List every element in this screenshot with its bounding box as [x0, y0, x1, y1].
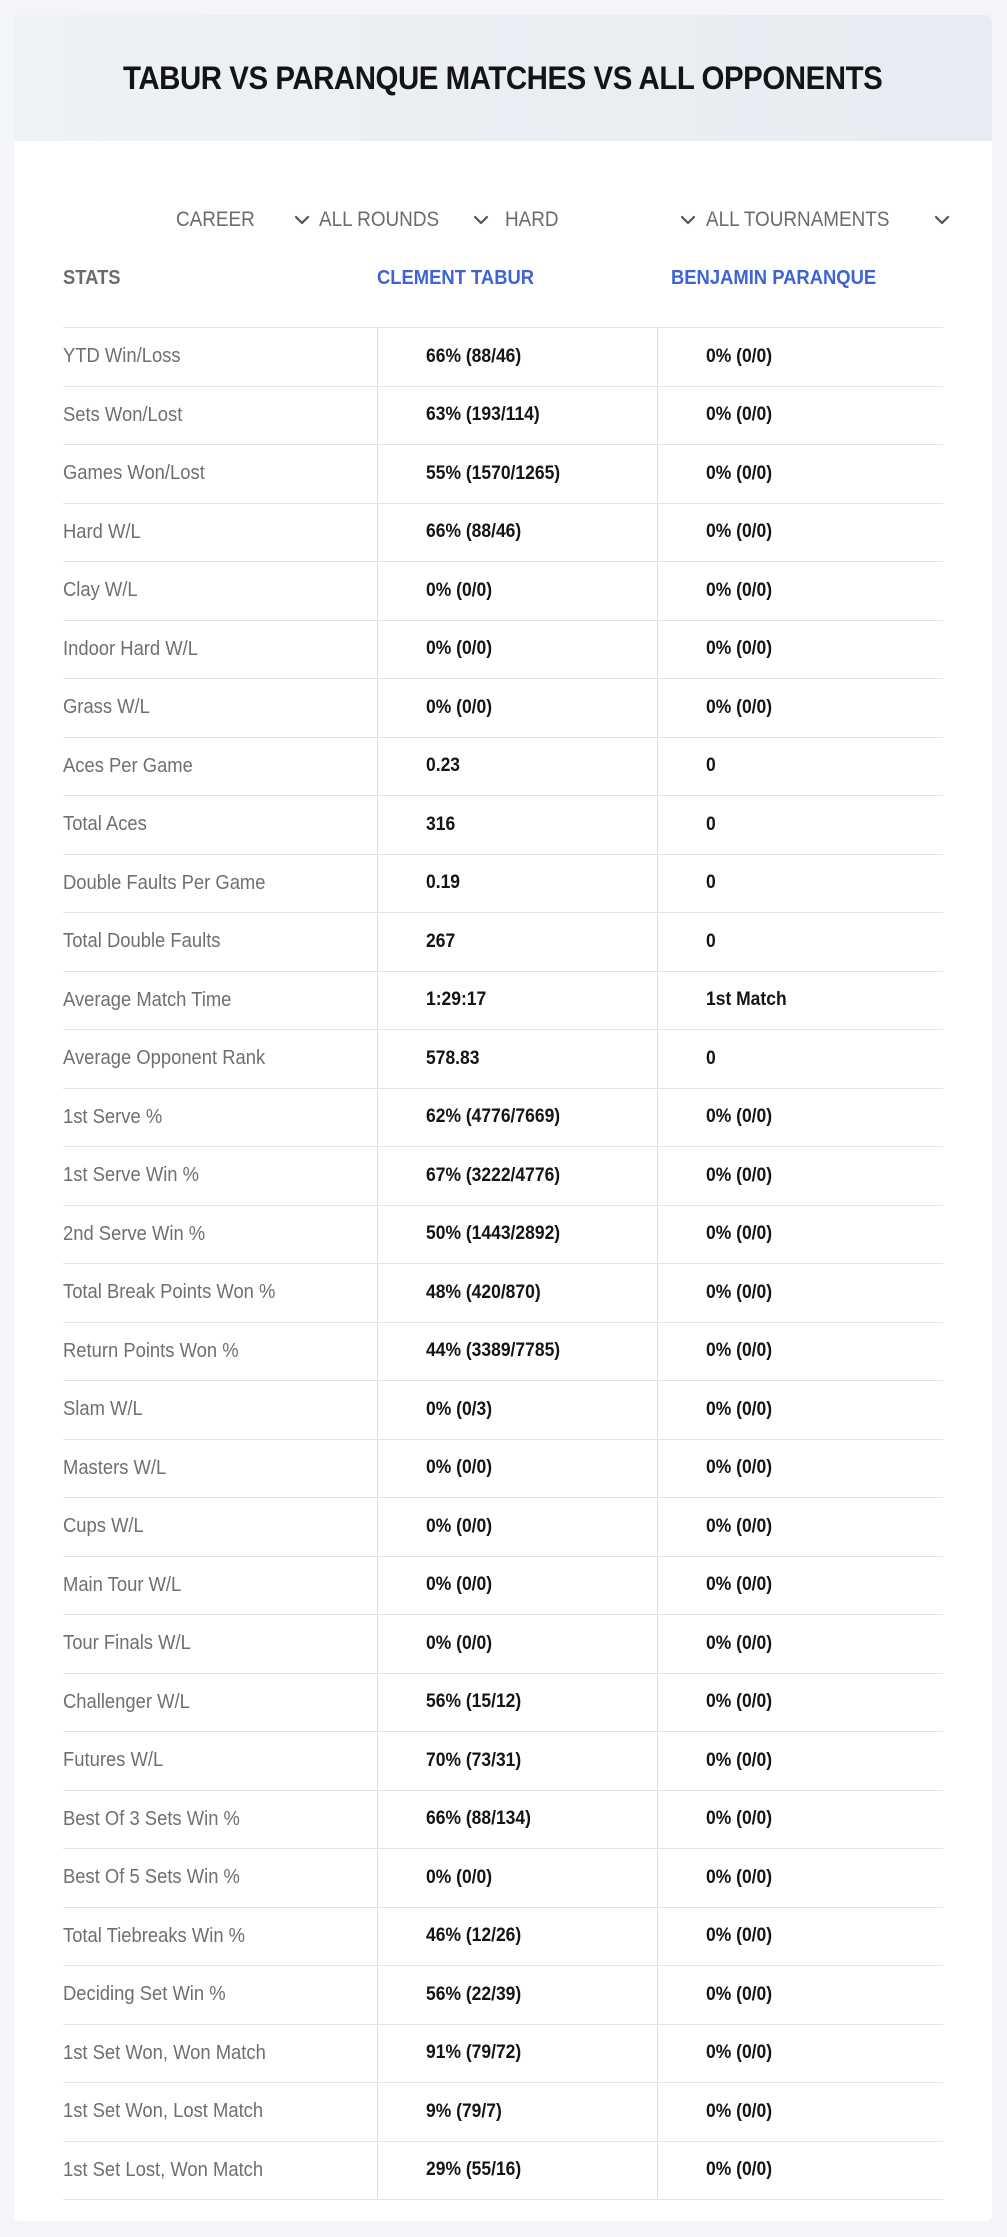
player2-value: 0% (0/0): [706, 1164, 773, 1186]
stat-label: Hard W/L: [63, 520, 141, 543]
table-row: [63, 445, 943, 504]
stat-label: Average Match Time: [63, 988, 232, 1011]
stat-label: Total Aces: [63, 813, 147, 836]
table-row: [63, 1264, 943, 1323]
table-row: [63, 1030, 943, 1089]
chevron-down-icon: [678, 210, 698, 230]
player1-value: 316: [426, 813, 456, 835]
player1-value: 66% (88/46): [426, 521, 522, 543]
table-row: [63, 1674, 943, 1733]
stat-label: 1st Set Won, Won Match: [63, 2041, 266, 2064]
stat-label-cell: [63, 738, 377, 796]
player1-value: 62% (4776/7669): [426, 1106, 561, 1128]
player2-value: 0% (0/0): [706, 1574, 773, 1596]
stat-label: Games Won/Lost: [63, 462, 205, 485]
stat-label-cell: [63, 913, 377, 971]
stat-label: 1st Set Won, Lost Match: [63, 2100, 264, 2123]
page-title: TABUR VS PARANQUE MATCHES VS ALL OPPONENTS: [123, 59, 883, 96]
stat-label: Futures W/L: [63, 1749, 164, 1772]
table-row: [63, 1966, 943, 2025]
tournaments-select[interactable]: [706, 190, 952, 250]
player1-value: 0% (0/0): [426, 579, 493, 601]
table-row: [63, 1498, 943, 1557]
player1-value: 0.23: [426, 755, 461, 777]
player1-value: 44% (3389/7785): [426, 1340, 561, 1362]
player2-value: 0% (0/0): [706, 1106, 773, 1128]
chevron-down-icon: [932, 210, 952, 230]
table-body: [63, 328, 943, 2200]
stats-table: [63, 253, 943, 2200]
stat-label-cell: [63, 679, 377, 737]
player2-value: 0% (0/0): [706, 521, 773, 543]
stat-label-cell: [63, 2083, 377, 2141]
player2-value-cell: [657, 562, 992, 620]
player1-value: 46% (12/26): [426, 1925, 522, 1947]
stat-label: Cups W/L: [63, 1515, 144, 1538]
stat-label: 1st Serve %: [63, 1105, 163, 1128]
table-row: [63, 1089, 943, 1148]
stat-label: Challenger W/L: [63, 1690, 190, 1713]
player2-value: 0% (0/0): [706, 1925, 773, 1947]
table-row: [63, 1147, 943, 1206]
player2-value: 0: [706, 930, 716, 952]
table-row: [63, 1440, 943, 1499]
table-row: [63, 1381, 943, 1440]
stat-label: Aces Per Game: [63, 754, 193, 777]
table-row: [63, 796, 943, 855]
player2-value-cell: [657, 855, 992, 913]
player1-value: 0% (0/0): [426, 696, 493, 718]
player2-value-cell: [657, 445, 992, 503]
player2-value: 0% (0/0): [706, 462, 773, 484]
stat-label-cell: [63, 1908, 377, 1966]
table-row: [63, 1791, 943, 1850]
stat-label-cell: [63, 1381, 377, 1439]
table-row: [63, 679, 943, 738]
player1-value: 66% (88/46): [426, 345, 522, 367]
player2-value-cell: [657, 621, 992, 679]
player1-value: 48% (420/870): [426, 1281, 541, 1303]
stats-card: [14, 15, 992, 2221]
stat-label-cell: [63, 1147, 377, 1205]
player2-value-cell: [657, 1323, 992, 1381]
stat-label: Best Of 3 Sets Win %: [63, 1807, 240, 1830]
table-row: [63, 972, 943, 1031]
player2-value-cell: [657, 913, 992, 971]
player2-value-cell: [657, 387, 992, 445]
player2-value: 0% (0/0): [706, 345, 773, 367]
stat-label-cell: [63, 1849, 377, 1907]
player2-value: 0: [706, 813, 716, 835]
player1-value: 56% (15/12): [426, 1691, 522, 1713]
player2-value: 0% (0/0): [706, 1632, 773, 1654]
stat-label-cell: [63, 445, 377, 503]
player2-column-header[interactable]: BENJAMIN PARANQUE: [671, 267, 877, 289]
player1-value: 0.19: [426, 872, 461, 894]
player2-value-cell: [657, 1791, 992, 1849]
table-row: [63, 1615, 943, 1674]
stat-label-cell: [63, 1791, 377, 1849]
stat-label: YTD Win/Loss: [63, 345, 181, 368]
table-row: [63, 1908, 943, 1967]
stat-label: 1st Set Lost, Won Match: [63, 2158, 264, 2181]
stat-label-cell: [63, 1323, 377, 1381]
player2-value: 0% (0/0): [706, 696, 773, 718]
surface-select[interactable]: [505, 190, 698, 250]
stat-label-cell: [63, 1674, 377, 1732]
stat-label-cell: [63, 621, 377, 679]
player2-value-cell: [657, 1030, 992, 1088]
player2-value-cell: [657, 1381, 992, 1439]
player2-value: 0% (0/0): [706, 1223, 773, 1245]
player2-value-cell: [657, 1849, 992, 1907]
player2-value-cell: [657, 972, 992, 1030]
player2-value: 0% (0/0): [706, 1340, 773, 1362]
player1-value: 29% (55/16): [426, 2159, 522, 2181]
tournaments-select-value: ALL TOURNAMENTS: [706, 208, 890, 231]
player1-column-header[interactable]: CLEMENT TABUR: [377, 267, 535, 289]
player2-value: 0% (0/0): [706, 1398, 773, 1420]
player2-value-cell: [657, 1557, 992, 1615]
stat-label-cell: [63, 1498, 377, 1556]
stat-label: Sets Won/Lost: [63, 403, 183, 426]
stat-label: Return Points Won %: [63, 1339, 239, 1362]
player2-value: 0% (0/0): [706, 1983, 773, 2005]
stat-label-cell: [63, 1030, 377, 1088]
stat-label: Indoor Hard W/L: [63, 637, 198, 660]
player1-value: 267: [426, 930, 456, 952]
player2-value-cell: [657, 504, 992, 562]
stat-label: Slam W/L: [63, 1398, 143, 1421]
player2-value: 0% (0/0): [706, 2042, 773, 2064]
player2-value-cell: [657, 2083, 992, 2141]
stat-label: Tour Finals W/L: [63, 1632, 191, 1655]
table-row: [63, 1849, 943, 1908]
stat-label-cell: [63, 1089, 377, 1147]
player1-value: 0% (0/0): [426, 1866, 493, 1888]
stat-label: Grass W/L: [63, 696, 150, 719]
stat-label-cell: [63, 1615, 377, 1673]
stat-label-cell: [63, 1732, 377, 1790]
player2-value: 0% (0/0): [706, 579, 773, 601]
table-row: [63, 1557, 943, 1616]
player2-value-cell: [657, 738, 992, 796]
stat-label-cell: [63, 387, 377, 445]
stat-label: Total Double Faults: [63, 930, 221, 953]
stat-label: Double Faults Per Game: [63, 871, 266, 894]
stat-label: Main Tour W/L: [63, 1573, 182, 1596]
stat-label: Total Tiebreaks Win %: [63, 1924, 246, 1947]
player1-value: 1:29:17: [426, 989, 487, 1011]
player2-value-cell: [657, 1440, 992, 1498]
player1-value: 55% (1570/1265): [426, 462, 561, 484]
rounds-select-value: ALL ROUNDS: [319, 208, 440, 231]
stat-label: Best Of 5 Sets Win %: [63, 1866, 240, 1889]
chevron-down-icon: [471, 210, 491, 230]
stat-label: Masters W/L: [63, 1456, 167, 1479]
player2-value: 0: [706, 755, 716, 777]
surface-select-value: HARD: [505, 208, 559, 231]
table-header: [63, 253, 943, 328]
player2-value: 1st Match: [706, 989, 787, 1011]
player2-value-cell: [657, 328, 992, 386]
stat-label-cell: [63, 328, 377, 386]
chevron-down-icon: [292, 210, 312, 230]
player2-value: 0% (0/0): [706, 1281, 773, 1303]
player2-value: 0% (0/0): [706, 1749, 773, 1771]
player1-value: 67% (3222/4776): [426, 1164, 561, 1186]
card-header: [14, 15, 992, 141]
player1-value: 56% (22/39): [426, 1983, 522, 2005]
player2-value-cell: [657, 1908, 992, 1966]
player2-value-cell: [657, 2142, 992, 2200]
player1-value: 66% (88/134): [426, 1808, 531, 1830]
player1-value: 63% (193/114): [426, 404, 540, 426]
stat-label-cell: [63, 1264, 377, 1322]
stat-label-cell: [63, 1206, 377, 1264]
stat-label-cell: [63, 562, 377, 620]
player2-value-cell: [657, 1089, 992, 1147]
player2-value: 0: [706, 1047, 716, 1069]
player1-value: 50% (1443/2892): [426, 1223, 561, 1245]
period-select-value: CAREER: [176, 208, 255, 231]
player2-value: 0% (0/0): [706, 1457, 773, 1479]
player2-value-cell: [657, 1206, 992, 1264]
rounds-select[interactable]: [319, 190, 491, 250]
player1-value: 91% (79/72): [426, 2042, 522, 2064]
player1-value: 0% (0/0): [426, 1457, 493, 1479]
stat-label: Deciding Set Win %: [63, 1983, 226, 2006]
player1-value: 0% (0/0): [426, 1632, 493, 1654]
stat-label-cell: [63, 1557, 377, 1615]
filter-bar: [14, 190, 992, 250]
stat-label-cell: [63, 2142, 377, 2200]
table-row: [63, 2083, 943, 2142]
stat-label: 1st Serve Win %: [63, 1164, 200, 1187]
table-row: [63, 1206, 943, 1265]
stat-label-cell: [63, 855, 377, 913]
stat-label: Clay W/L: [63, 579, 138, 602]
stat-label-cell: [63, 504, 377, 562]
player1-value: 0% (0/0): [426, 638, 493, 660]
player1-value: 578.83: [426, 1047, 480, 1069]
player2-value: 0: [706, 872, 716, 894]
table-row: [63, 855, 943, 914]
stats-column-header: STATS: [63, 267, 121, 289]
player2-value-cell: [657, 2025, 992, 2083]
player2-value-cell: [657, 1147, 992, 1205]
player1-value: 70% (73/31): [426, 1749, 522, 1771]
player1-value: 0% (0/3): [426, 1398, 493, 1420]
stat-label-cell: [63, 796, 377, 854]
player2-value-cell: [657, 1732, 992, 1790]
player2-value-cell: [657, 1264, 992, 1322]
table-row: [63, 621, 943, 680]
player2-value: 0% (0/0): [706, 2100, 773, 2122]
stat-label-cell: [63, 1440, 377, 1498]
player2-value-cell: [657, 1615, 992, 1673]
stat-label: Average Opponent Rank: [63, 1047, 266, 1070]
player1-value: 0% (0/0): [426, 1515, 493, 1537]
table-row: [63, 1732, 943, 1791]
table-row: [63, 1323, 943, 1382]
stat-label-cell: [63, 972, 377, 1030]
player2-value-cell: [657, 1498, 992, 1556]
table-row: [63, 562, 943, 621]
player2-value-cell: [657, 796, 992, 854]
stat-label: Total Break Points Won %: [63, 1281, 276, 1304]
table-row: [63, 913, 943, 972]
table-row: [63, 504, 943, 563]
table-row: [63, 328, 943, 387]
player2-value-cell: [657, 1966, 992, 2024]
table-row: [63, 738, 943, 797]
player2-value: 0% (0/0): [706, 1808, 773, 1830]
stat-label-cell: [63, 1966, 377, 2024]
player1-value: 0% (0/0): [426, 1574, 493, 1596]
player2-value: 0% (0/0): [706, 1691, 773, 1713]
period-select[interactable]: [176, 190, 312, 250]
player2-value: 0% (0/0): [706, 404, 773, 426]
table-row: [63, 2142, 943, 2201]
stat-label: 2nd Serve Win %: [63, 1222, 206, 1245]
player2-value: 0% (0/0): [706, 638, 773, 660]
player1-value: 9% (79/7): [426, 2100, 502, 2122]
stat-label-cell: [63, 2025, 377, 2083]
table-row: [63, 387, 943, 446]
player2-value-cell: [657, 1674, 992, 1732]
player2-value: 0% (0/0): [706, 2159, 773, 2181]
table-row: [63, 2025, 943, 2084]
player2-value: 0% (0/0): [706, 1515, 773, 1537]
player2-value-cell: [657, 679, 992, 737]
player2-value: 0% (0/0): [706, 1866, 773, 1888]
